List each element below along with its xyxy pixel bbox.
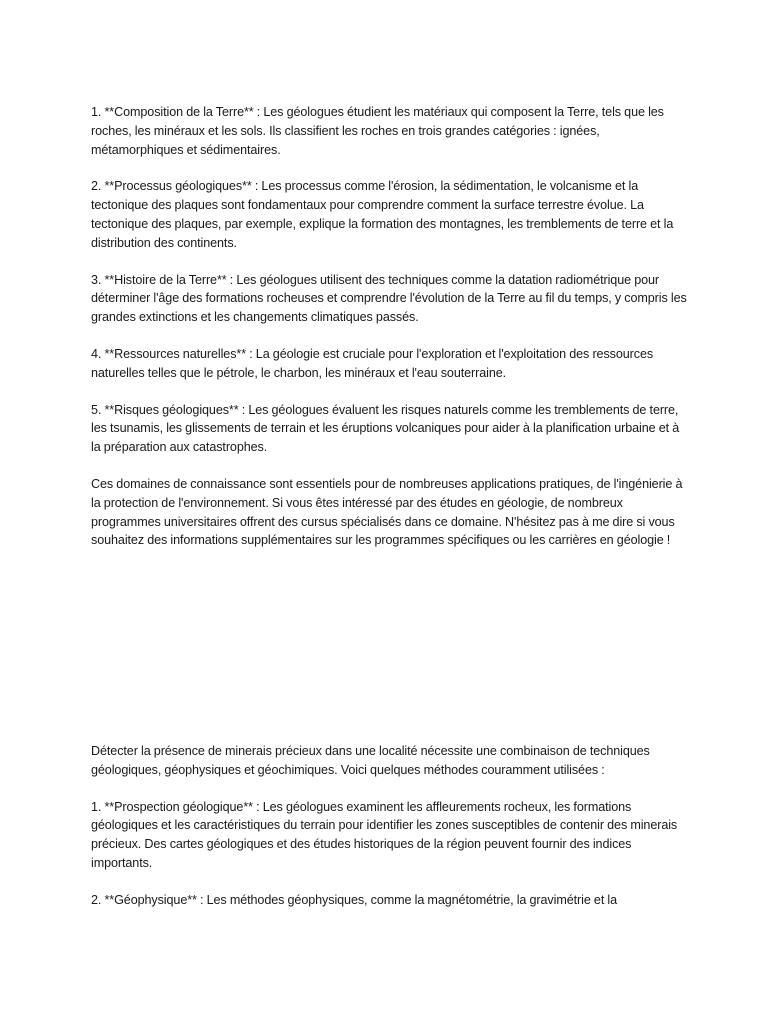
paragraph-prospection: 1. **Prospection géologique** : Les géologues examinent les affleurements rocheux, les formations géologiques et les caractéristiques du terrain pour identifier les zones susceptibles de contenir des minerais précieux. Des cartes géologiques et des études historiques de la région peuvent fournir des indices importants. <box>91 799 678 870</box>
document-section-minerals <box>91 742 687 928</box>
paragraph-conclusion: Ces domaines de connaissance sont essentiels pour de nombreuses applications pratiques, de l'ingénierie à la protection de l'environnement. Si vous êtes intéressé par des études en géologie, de nombreux programmes universitaires offrent des cursus spécialisés dans ce domaine. N'hésitez pas à me dire si vous souhaitez des informations supplémentaires sur les programmes spécifiques ou les carrières en géologie ! <box>91 476 683 548</box>
paragraph-ressources: 4. **Ressources naturelles** : La géologie est cruciale pour l'exploration et l'exploitation des ressources naturelles telles que le pétrole, le charbon, les minéraux et l'eau souterraine. <box>91 346 654 380</box>
document-section-earth-science <box>91 103 687 568</box>
paragraph-intro-minerais: Détecter la présence de minerais précieux dans une localité nécessite une combinaison de techniques géologiques, géophysiques et géochimiques. Voici quelques méthodes couramment utilisées : <box>91 744 650 777</box>
paragraph-geophysique: 2. **Géophysique** : Les méthodes géophysiques, comme la magnétométrie, la gravimétrie et la <box>91 892 618 907</box>
paragraph-risques: 5. **Risques géologiques** : Les géologues évaluent les risques naturels comme les tremblements de terre, les tsunamis, les glissements de terrain et les éruptions volcaniques pour aider à la planification urbaine et à la préparation aux catastrophes. <box>91 402 680 455</box>
paragraph-processus: 2. **Processus géologiques** : Les processus comme l'érosion, la sédimentation, le volcanisme et la tectonique des plaques sont fondamentaux pour comprendre comment la surface terrestre évolue. La tectonique des plaques, par exemple, explique la formation des montagnes, les tremblements de terre et la distribution des continents. <box>91 179 674 250</box>
paragraph-histoire: 3. **Histoire de la Terre** : Les géologues utilisent des techniques comme la datation radiométrique pour déterminer l'âge des formations rocheuses et comprendre l'évolution de la Terre au fil du temps, y compris les grandes extinctions et les changements climatiques passés. <box>91 272 687 325</box>
paragraph-composition: 1. **Composition de la Terre** : Les géologues étudient les matériaux qui composent la Terre, tels que les roches, les minéraux et les sols. Ils classifient les roches en trois grandes catégories : ignées, métamorphiques et sédimentaires. <box>91 105 664 157</box>
